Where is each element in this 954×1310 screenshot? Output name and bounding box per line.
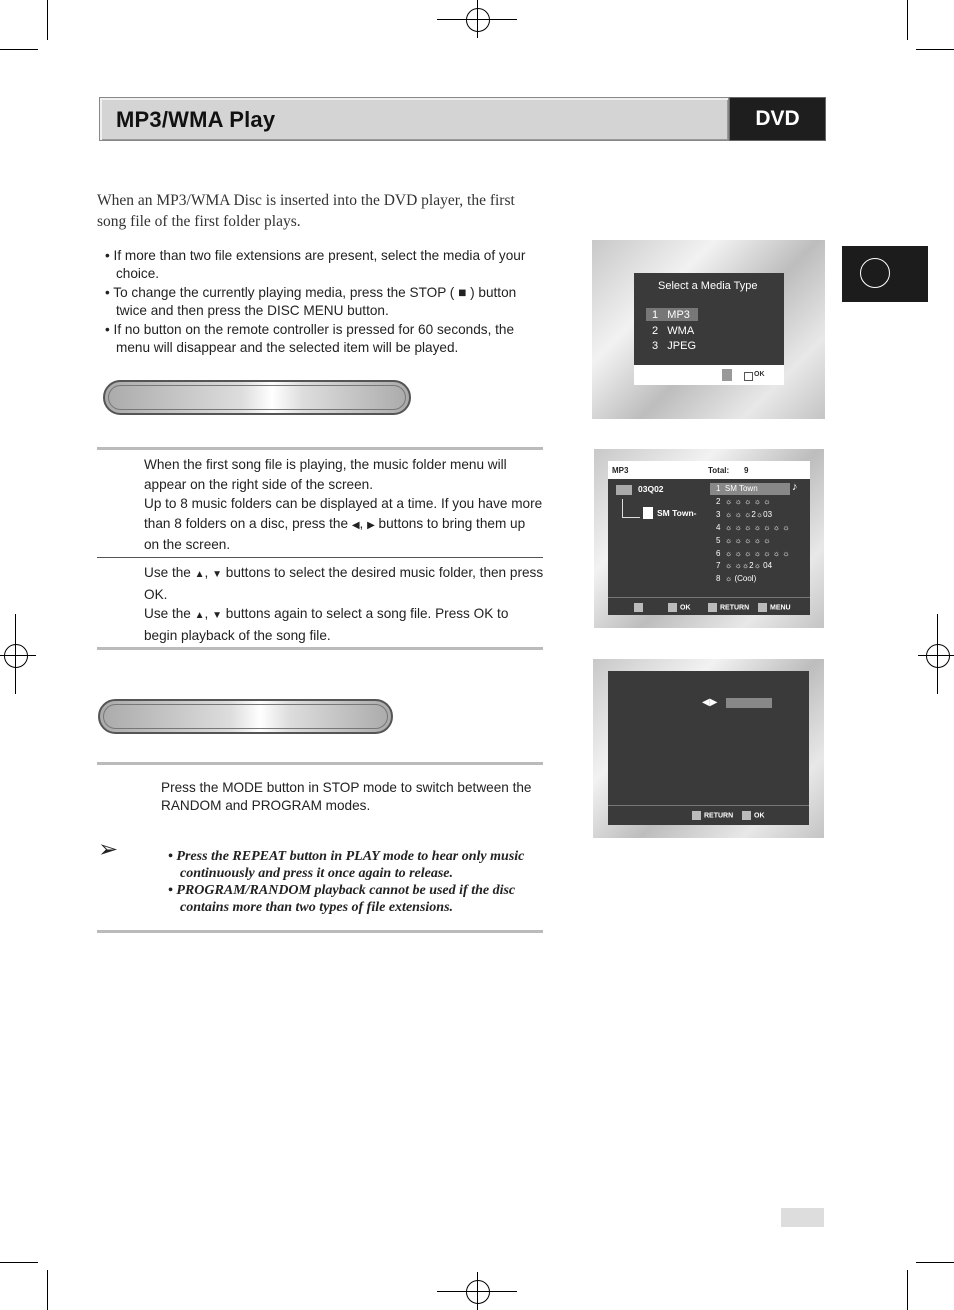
registration-mark <box>0 655 36 656</box>
mode-label: MP3 <box>612 466 629 475</box>
ok-icon <box>744 372 753 381</box>
track-item[interactable]: 3 ☼ ☼ ☼2☼03 <box>716 509 773 519</box>
pill-inner <box>103 704 388 729</box>
total-value: 9 <box>744 466 749 475</box>
menu-icon <box>758 603 767 612</box>
bullet-item: • If more than two file extensions are present, select the media of your choice. <box>105 247 535 284</box>
step-2a-post: buttons to select the desired music folder, then press OK. <box>144 565 544 602</box>
media-list <box>652 308 696 355</box>
media-item[interactable]: 2 WMA <box>652 324 695 337</box>
bullet-item: • To change the currently playing media, press the STOP ( ■ ) button twice and then press the DISC MENU button. <box>105 284 535 321</box>
crop-mark <box>47 1270 48 1310</box>
registration-mark <box>918 655 954 656</box>
registration-mark <box>4 644 28 668</box>
return-icon <box>708 603 717 612</box>
ok-icon <box>742 811 751 820</box>
mode-selection-bar[interactable] <box>726 698 772 708</box>
step-2b-pre: Use the <box>144 606 195 621</box>
divider <box>97 557 543 558</box>
folder-header-bar <box>608 461 810 479</box>
return-icon <box>692 811 701 820</box>
track-item[interactable]: 7 ☼ ☼☼2☼ 04 <box>716 561 773 571</box>
track-item[interactable]: 1 SM Town <box>716 484 758 493</box>
menu-footer <box>634 365 784 385</box>
registration-mark <box>477 1272 478 1310</box>
updown-icon <box>722 369 732 381</box>
step-1-text <box>144 455 544 555</box>
step-1-line1: When the first song file is playing, the music folder menu will appear on the right side of the screen. <box>144 457 507 492</box>
footer-divider <box>608 805 809 806</box>
page-header <box>99 97 729 141</box>
separator: , <box>204 565 209 580</box>
crop-mark <box>0 49 38 50</box>
down-arrow-icon: ▼ <box>212 610 222 621</box>
tree-line <box>622 517 640 518</box>
page-number-box <box>781 1208 824 1227</box>
step-1-line2-post: buttons to bring them up on the screen. <box>144 515 526 552</box>
updown-icon <box>634 603 646 612</box>
subfolder-name[interactable]: SM Town- <box>657 508 697 518</box>
footer-return: RETURN <box>708 603 749 612</box>
footer-return: RETURN <box>692 811 733 820</box>
music-note-icon: ♪ <box>792 481 798 493</box>
ok-icon <box>668 603 677 612</box>
menu-title: Select a Media Type <box>658 280 758 292</box>
mode-panel <box>608 671 809 825</box>
track-item[interactable]: 4 ☼ ☼ ☼ ☼ ☼ ☼ ☼ <box>716 522 790 532</box>
note-item: • PROGRAM/RANDOM playback cannot be used if the disc contains more than two types of file extensions. <box>168 882 548 916</box>
registration-mark <box>937 614 938 694</box>
section-header-pill <box>103 380 411 415</box>
separator: , <box>359 515 368 531</box>
notes-list <box>168 848 548 916</box>
screen-music-folder <box>594 449 824 628</box>
left-right-arrows-icon: ◀▶ <box>702 697 718 708</box>
screen-mode <box>593 659 824 838</box>
screen-media-type <box>592 240 825 419</box>
track-list <box>716 483 790 586</box>
crop-mark <box>47 0 48 40</box>
crop-mark <box>907 1270 908 1310</box>
crop-mark <box>916 1262 954 1263</box>
folder-panel <box>608 461 810 615</box>
mode-text: Press the MODE button in STOP mode to switch between the RANDOM and PROGRAM modes. <box>161 780 532 813</box>
step-1-line2-pre: Up to 8 music folders can be displayed at a time. If you have more than 8 folders on a disc, press the <box>144 496 543 531</box>
total-label: Total: <box>708 466 730 475</box>
divider <box>97 930 543 933</box>
up-arrow-icon: ▲ <box>194 569 205 580</box>
registration-mark <box>15 614 16 694</box>
dvd-badge: DVD <box>729 97 826 141</box>
up-arrow-icon: ▲ <box>194 610 205 621</box>
folder-name[interactable]: 03Q02 <box>638 484 664 494</box>
crop-mark <box>907 0 908 40</box>
note-arrow-icon: ➢ <box>98 836 119 863</box>
pill-inner <box>108 385 406 410</box>
note-item: • Press the REPEAT button in PLAY mode to hear only music continuously and press it once again to release. <box>168 848 548 882</box>
divider <box>97 647 543 650</box>
separator: , <box>204 606 209 621</box>
divider <box>97 447 543 450</box>
media-item[interactable]: 1 MP3 <box>652 309 690 321</box>
registration-mark <box>466 1280 490 1304</box>
bullet-list <box>105 247 535 357</box>
down-arrow-icon: ▼ <box>212 569 222 580</box>
footer-divider <box>608 597 810 598</box>
circle-icon <box>860 258 890 288</box>
bullet-item: • If no button on the remote controller is pressed for 60 seconds, the menu will disappear and the selected item will be played. <box>105 321 535 358</box>
footer-ok: OK <box>742 811 765 820</box>
track-item[interactable]: 6 ☼ ☼ ☼ ☼ ☼ ☼ ☼ <box>716 548 790 558</box>
divider <box>97 762 543 765</box>
page-title: MP3/WMA Play <box>116 107 276 132</box>
registration-mark <box>477 0 478 38</box>
folder-icon <box>616 485 632 495</box>
registration-mark <box>926 644 950 668</box>
intro-text: When an MP3/WMA Disc is inserted into the DVD player, the first song file of the first folder plays. <box>97 192 515 230</box>
crop-mark <box>916 49 954 50</box>
section-header-pill <box>98 699 393 734</box>
right-arrow-icon: ▶ <box>367 519 375 531</box>
track-item[interactable]: 8 ☼ (Cool) <box>716 574 757 584</box>
footer-ok: OK <box>668 603 691 612</box>
track-item[interactable]: 5 ☼ ☼ ☼ ☼ ☼ <box>716 535 771 545</box>
footer-menu: MENU <box>758 603 791 612</box>
tree-line <box>622 499 623 517</box>
registration-mark <box>466 8 490 32</box>
step-2-text <box>144 563 544 645</box>
ok-label: OK <box>754 371 765 378</box>
media-item[interactable]: 3 JPEG <box>652 340 697 352</box>
track-item[interactable]: 2 ☼ ☼ ☼ ☼ ☼ <box>716 496 771 506</box>
language-tab <box>842 246 928 302</box>
crop-mark <box>0 1262 38 1263</box>
step-2a-pre: Use the <box>144 565 195 580</box>
step-2b-post: buttons again to select a song file. Press OK to begin playback of the song file. <box>144 606 509 643</box>
file-icon <box>643 507 653 519</box>
left-arrow-icon: ◀ <box>351 519 360 531</box>
